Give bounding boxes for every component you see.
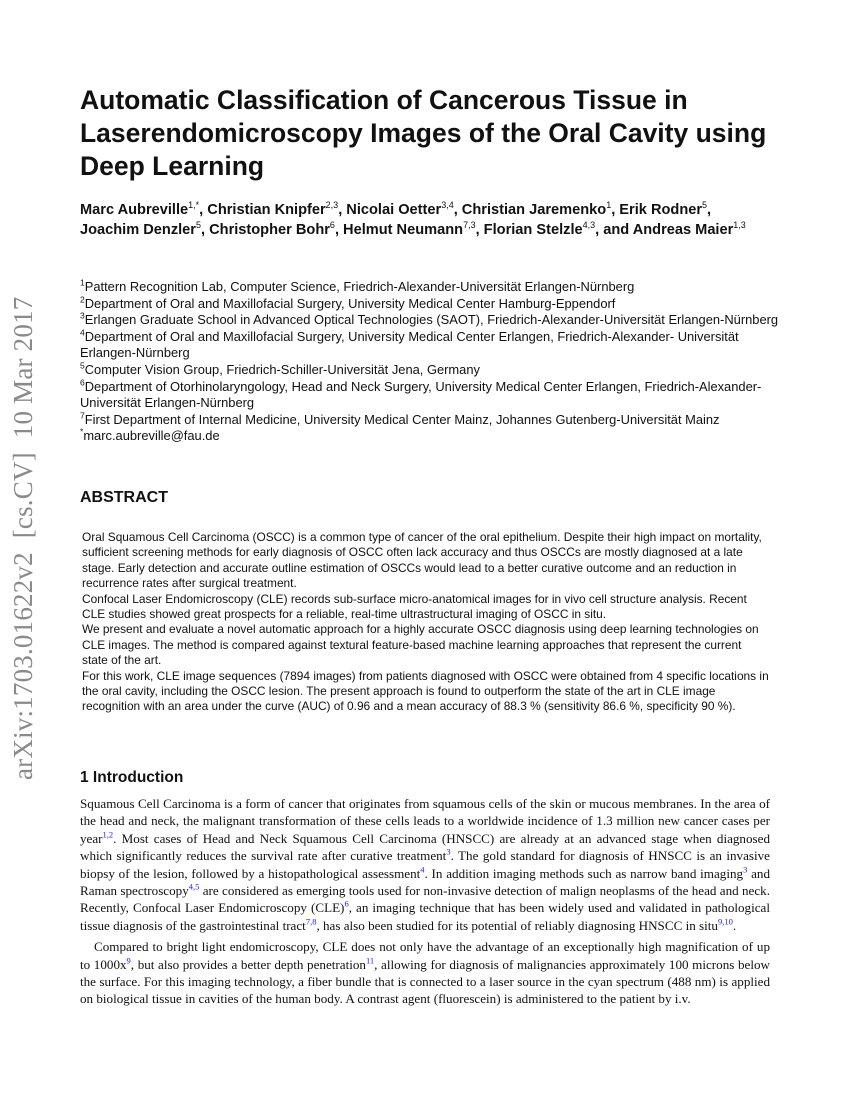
text-segment: Department of Otorhinolaryngology, Head and Neck Surgery, University Medical Center Erlangen, Friedrich-Alexander-Universität Erlangen-Nürnberg [80, 378, 762, 411]
citation-link[interactable]: 9 [126, 955, 131, 966]
affiliation [80, 312, 780, 329]
text-segment: , Christopher Bohr [201, 222, 330, 238]
citation-link[interactable]: 4,5 [188, 881, 200, 892]
superscript-marker: 7,3 [463, 220, 476, 231]
text-segment: Erlangen Graduate School in Advanced Optical Technologies (SAOT), Friedrich-Alexander-Universität Erlangen-Nürnberg [84, 312, 779, 328]
text-segment: . The gold standard for diagnosis of HNSCC is an invasive biopsy of the lesion, followed by a histopathological assessment [80, 848, 770, 881]
text-segment: , Nicolai Oetter [338, 202, 442, 218]
text-segment: , Erik Rodner [611, 202, 703, 218]
text-segment: , allowing for diagnosis of malignancies approximately 100 microns below the surface. For this imaging technology, a fiber bundle that is connected to a laser source in the cyan spectrum (488 nm) is applied on biological tissue in cavities of the human body. A contrast agent (fluorescein) is administered to the patient by i.v. [80, 956, 770, 1007]
text-segment: First Department of Internal Medicine, University Medical Center Mainz, Johannes Gutenberg-Universität Mainz [84, 411, 720, 427]
paper-title: Automatic Classification of Cancerous Tissue in Laserendomicroscopy Images of the Oral Cavity using Deep Learning [80, 85, 767, 181]
abstract-paragraph: Confocal Laser Endomicroscopy (CLE) records sub-surface micro-anatomical images for in vivo cell structure analysis. Recent CLE studies showed great prospects for a reliable, real-time ultrastructural imaging of OSCC in situ. [82, 591, 747, 622]
superscript-marker: 7 [80, 410, 85, 421]
text-segment: , Christian Knipfer [199, 202, 326, 218]
body-paragraph [80, 795, 770, 934]
citation-link[interactable]: 3 [743, 864, 748, 875]
superscript-marker: 4 [80, 327, 85, 338]
affiliation [80, 329, 780, 362]
body-paragraph [80, 938, 770, 1008]
superscript-marker: 1,3 [733, 220, 746, 231]
affiliation [80, 279, 780, 296]
text-segment: Computer Vision Group, Friedrich-Schiller-Universität Jena, Germany [84, 361, 480, 377]
superscript-marker: 6 [80, 377, 85, 388]
superscript-marker: 5 [702, 200, 708, 211]
citation-link[interactable]: 9,10 [717, 916, 733, 927]
abstract-heading: ABSTRACT [80, 489, 168, 506]
superscript-marker: 3 [80, 310, 85, 321]
text-segment: , Florian Stelzle [475, 222, 583, 238]
text-segment: , Helmut Neumann [334, 222, 464, 238]
abstract-paragraph: Oral Squamous Cell Carcinoma (OSCC) is a common type of cancer of the oral epithelium. Despite their high impact on mortality, sufficient screening methods for early diagnosis of OSCC often lack accuracy and thus OSCCs are mostly diagnosed at a late stage. Early detection and accurate outline estimation of OSCCs would lead to a better curative outcome and an reduction in recurrence rates after surgical treatment. [82, 530, 762, 591]
citation-link[interactable]: 7,8 [305, 916, 317, 927]
author-list [80, 200, 770, 240]
superscript-marker: 5 [80, 360, 85, 371]
text-segment: Compared to bright light endomicroscopy, CLE does not only have the advantage of an exceptionally high magnification of up to 1000x [80, 939, 770, 972]
superscript-marker: 5 [195, 220, 201, 231]
affiliation [80, 379, 780, 412]
superscript-marker: 1 [80, 277, 85, 288]
superscript-marker: 6 [329, 220, 335, 231]
text-segment: Squamous Cell Carcinoma is a form of cancer that originates from squamous cells of the skin or mucous membranes. In the area of the head and neck, the malignant transformation of these cells leads to a worldwide incidence of 1.3 million new cancer cases per year [80, 796, 770, 846]
abstract-paragraph: For this work, CLE image sequences (7894 images) from patients diagnosed with OSCC were obtained from 4 specific locations in the oral cavity, including the OSCC lesion. The present approach is found to outperform the state of the art in CLE image recognition with an area under the curve (AUC) of 0.96 and a mean accuracy of 88.3 % (sensitivity 86.6 %, specificity 90 %). [82, 668, 769, 714]
text-segment: Marc Aubreville [80, 202, 189, 218]
text-segment: . [732, 917, 737, 933]
citation-link[interactable]: 11 [365, 955, 375, 966]
text-segment: are considered as emerging tools used for non-invasive detection of malign neoplasms of the head and neck. Recently, Confocal Laser Endomicroscopy (CLE) [80, 883, 770, 916]
text-segment: , Joachim Denzler [80, 202, 712, 238]
corresponding-email [80, 428, 780, 445]
text-segment: Pattern Recognition Lab, Computer Science, Friedrich-Alexander-Universität Erlangen-Nürnberg [84, 279, 635, 294]
abstract [82, 530, 769, 715]
affiliation [80, 296, 780, 313]
citation-link[interactable]: 6 [344, 899, 349, 910]
arxiv-stamp: arXiv:1703.01622v2 [cs.CV] 10 Mar 2017 [8, 296, 38, 780]
superscript-marker: * [80, 427, 84, 438]
superscript-marker: 4,3 [582, 220, 596, 231]
citation-link[interactable]: 4 [420, 864, 425, 875]
citation-link[interactable]: 3 [446, 846, 451, 857]
affiliation [80, 362, 780, 379]
superscript-marker: 2,3 [325, 200, 339, 211]
superscript-marker: 1 [606, 200, 612, 211]
abstract-paragraph: We present and evaluate a novel automatic approach for a highly accurate OSCC diagnosis using deep learning technologies on CLE images. The method is compared against textural feature-based machine learning approaches that represent the current state of the art. [82, 622, 759, 668]
superscript-marker: 3,4 [441, 200, 454, 211]
superscript-marker: 2 [80, 294, 85, 305]
introduction-body [80, 795, 770, 1008]
affiliation [80, 412, 780, 429]
text-segment: . In addition imaging methods such as narrow band imaging [424, 865, 744, 881]
text-segment: . Most cases of Head and Neck Squamous Cell Carcinoma (HNSCC) are already at an advanced stage when diagnosed which significantly reduces the survival rate after curative treatment [80, 830, 770, 864]
text-segment: , but also provides a better depth penetration [130, 956, 366, 972]
text-segment: , Christian Jaremenko [453, 202, 607, 218]
text-segment: Department of Oral and Maxillofacial Surgery, University Medical Center Erlangen, Friedrich-Alexander- Universität Erlangen-Nürnberg [80, 328, 739, 361]
section-heading-introduction: 1 Introduction [80, 769, 184, 786]
citation-link[interactable]: 1,2 [102, 829, 114, 840]
text-segment: Department of Oral and Maxillofacial Surgery, University Medical Center Hamburg-Eppendorf [84, 295, 616, 311]
text-segment: marc.aubreville@fau.de [83, 428, 220, 444]
text-segment: , has also been studied for its potential of reliably diagnosing HNSCC in situ [316, 917, 718, 933]
text-segment: , an imaging technique that has been widely used and validated in pathological tissue diagnosis of the gastrointestinal tract [80, 900, 771, 933]
text-segment: , and Andreas Maier [595, 222, 734, 238]
superscript-marker: 1,* [188, 200, 200, 211]
affiliations [80, 279, 780, 445]
text-segment: and Raman spectroscopy [80, 865, 770, 899]
